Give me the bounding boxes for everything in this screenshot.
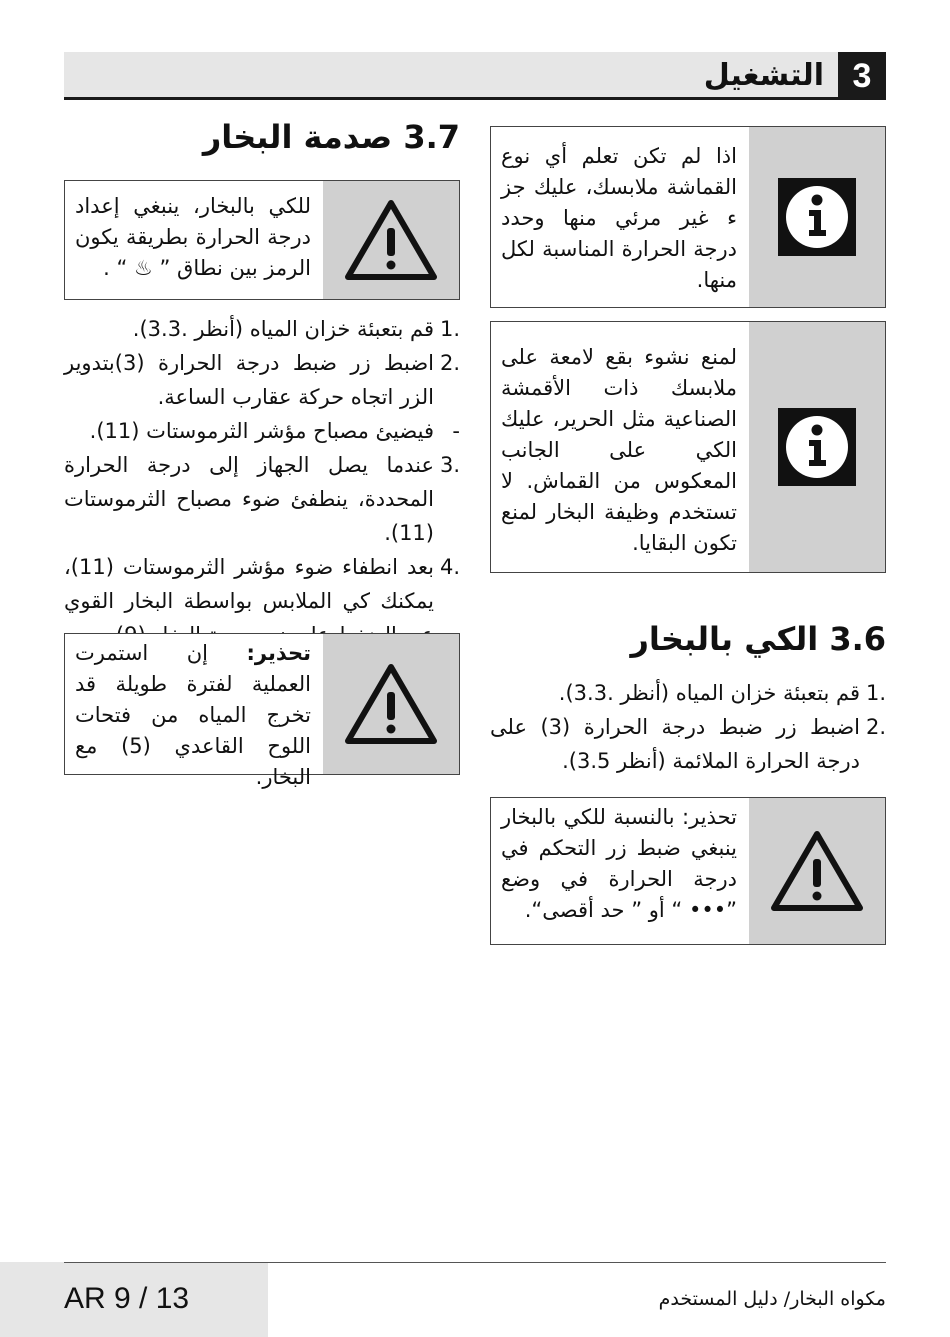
warning-text-steam-ironing: تحذير: بالنسبة للكي بالبخار ينبغي ضبط زر التحكم في درجة الحرارة في وضع ”••• “ أو ” حد أقصى“. <box>501 805 737 922</box>
warning-icon <box>323 634 459 774</box>
warning-icon <box>323 181 459 299</box>
info-text-synthetic: لمنع نشوء بقع لامعة على ملابسك ذات الأقمشة الصناعية مثل الحرير، عليك الكي على الجانب المعكوس من القماش. لا تستخدم وظيفة البخار لمنع تكون البقايا. <box>501 345 737 555</box>
page-number: AR 9 / 13 <box>64 1282 190 1315</box>
chapter-header <box>64 52 886 100</box>
warning-box-long-use <box>64 633 460 789</box>
warning-icon <box>749 798 885 944</box>
info-box-fabric <box>490 126 886 308</box>
section-title-steam-shot: 3.7 صدمة البخار <box>202 118 460 156</box>
warning-label: تحذير: <box>246 641 311 665</box>
chapter-title: التشغيل <box>703 58 824 93</box>
info-icon <box>749 322 885 572</box>
section-title-steam-ironing: 3.6 الكي بالبخار <box>630 620 886 658</box>
chapter-number: 3 <box>838 52 886 100</box>
warning-box-steam-temp <box>64 180 460 300</box>
list-item: .1 قم بتعبئة خزان المياه (أنظر .3.3). <box>132 317 460 341</box>
steam-shot-steps <box>64 312 460 652</box>
footer-divider <box>64 1262 886 1263</box>
warning-text-steam-temp: للكي بالبخار، ينبغي إعداد درجة الحرارة بطريقة يكون الرمز بين نطاق ” ♨ “ . <box>75 194 311 280</box>
list-item: .1 قم بتعبئة خزان المياه (أنظر .3.3). <box>558 681 886 705</box>
warning-body: إن استمرت العملية لفترة طويلة قد تخرج المياه من فتحات اللوح القاعدي (5) مع البخار. <box>75 641 311 789</box>
steam-ironing-steps <box>490 676 886 778</box>
list-item: .3 عندما يصل الجهاز إلى درجة الحرارة المحددة، ينطفئ ضوء مصباح الثرموستات (11). <box>64 453 460 545</box>
info-icon <box>749 127 885 307</box>
warning-box-steam-ironing <box>490 797 886 945</box>
info-box-synthetic <box>490 321 886 573</box>
warning-text-long-use <box>65 634 323 789</box>
list-item: .2 اضبط زر ضبط درجة الحرارة (3) على درجة الحرارة الملائمة (أنظر 3.5). <box>490 715 886 773</box>
list-item: .2 اضبط زر ضبط درجة الحرارة (3)بتدوير الزر اتجاه حركة عقارب الساعة. <box>64 351 460 409</box>
footer-caption: مكواه البخار/ دليل المستخدم <box>658 1288 886 1310</box>
list-item: - فيضيئ مصباح مؤشر الثرموستات (11). <box>89 419 460 443</box>
info-text-fabric: اذا لم تكن تعلم أي نوع القماشة ملابسك، عليك جز ء غير مرئي منها وحدد درجة الحرارة المناسبة لكل منها. <box>501 144 737 292</box>
list-item: .4 بعد انطفاء ضوء مؤشر الثرموستات (11)، يمكنك كي الملابس بواسطة البخار القوي <box>64 555 460 613</box>
